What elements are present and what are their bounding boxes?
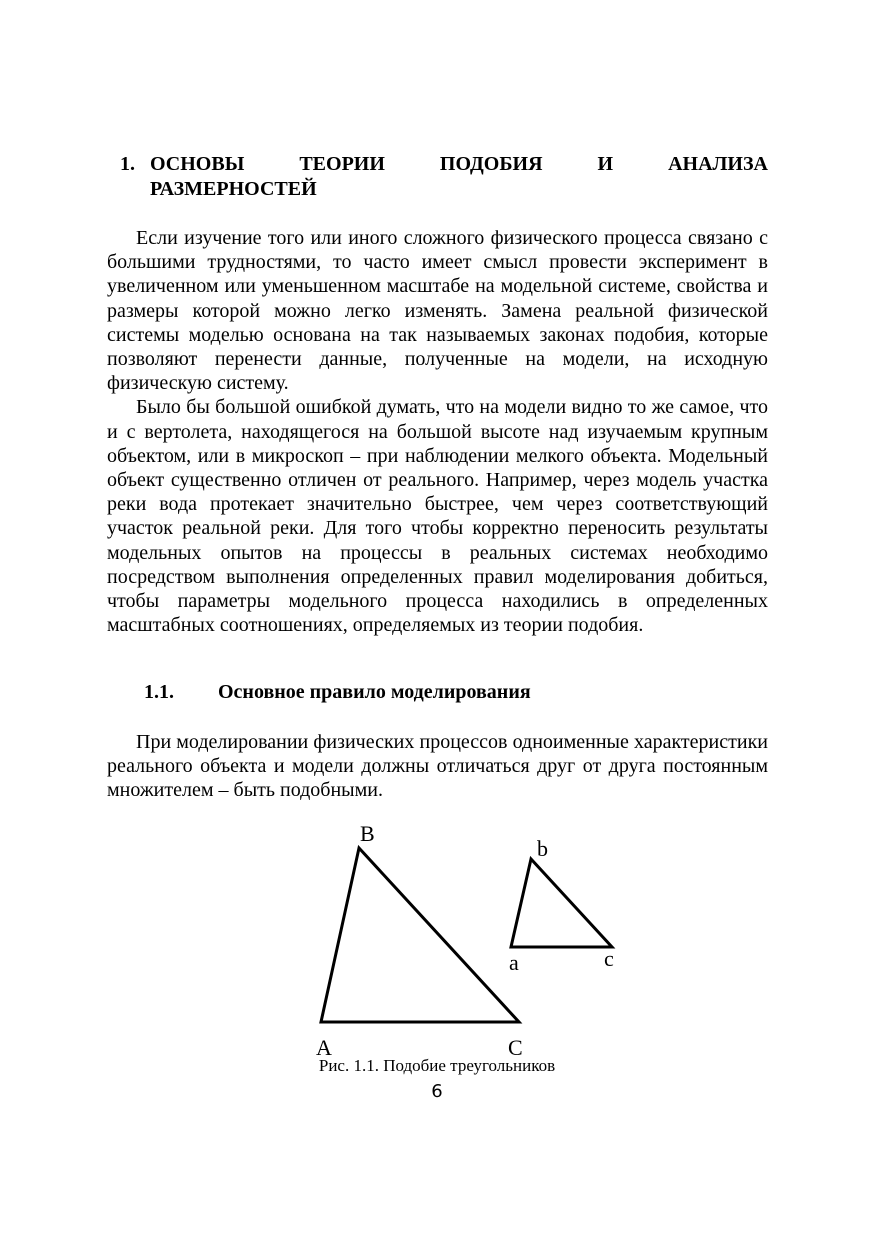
intro-paragraph-2: Было бы большой ошибкой думать, что на модели видно то же самое, что и с вертолета, находящегося на большой высоте над изучаемым крупным объектом, или в микроскоп – при наблюдении мелкого объекта. Модельный объект существенно отличен от реального. Например, через модель участка реки вода протекает значительно быстрее, чем через соответствующий участок реальной реки. Для того чтобы корректно переносить результаты модельных опытов на процессы в реальных системах необходимо посредством выполнения определенных правил моделирования добиться, чтобы параметры модельного процесса находились в определенных масштабных соотношениях, определяемых из теории подобия. [107, 396, 768, 637]
vertex-label-A: A [316, 1035, 332, 1060]
section-number: 1.1. [144, 681, 174, 703]
figure-caption: Рис. 1.1. Подобие треугольников [318, 1056, 556, 1075]
vertex-label-c: c [604, 946, 614, 971]
chapter-title-line1: ОСНОВЫ ТЕОРИИ ПОДОБИЯ И АНАЛИЗА [150, 153, 768, 175]
page-number: 6 [431, 1081, 443, 1102]
vertex-label-B: B [360, 821, 375, 846]
vertex-label-b: b [537, 836, 548, 861]
vertex-label-a: a [509, 950, 519, 975]
chapter-number: 1. [120, 153, 135, 175]
intro-paragraph-1: Если изучение того или иного сложного физического процесса связано с большими трудностями, то часто имеет смысл провести эксперимент в увеличенном или уменьшенном масштабе на модельной системе, свойства и размеры которой можно легко изменять. Замена реальной физической системы моделью основана на так называемых законах подобия, которые позволяют перенести данные, полученные на модели, на исходную физическую систему. [107, 227, 768, 395]
section-title: Основное правило моделирования [218, 681, 531, 703]
section-paragraph: При моделировании физических процессов одноименные характеристики реального объекта и модели должны отличаться друг от друга постоянным множителем – быть подобными. [107, 731, 768, 802]
large-triangle-ABC [321, 848, 519, 1022]
chapter-title-line2: РАЗМЕРНОСТЕЙ [150, 178, 317, 200]
vertex-label-C: C [508, 1035, 523, 1060]
small-triangle-abc [511, 859, 612, 947]
